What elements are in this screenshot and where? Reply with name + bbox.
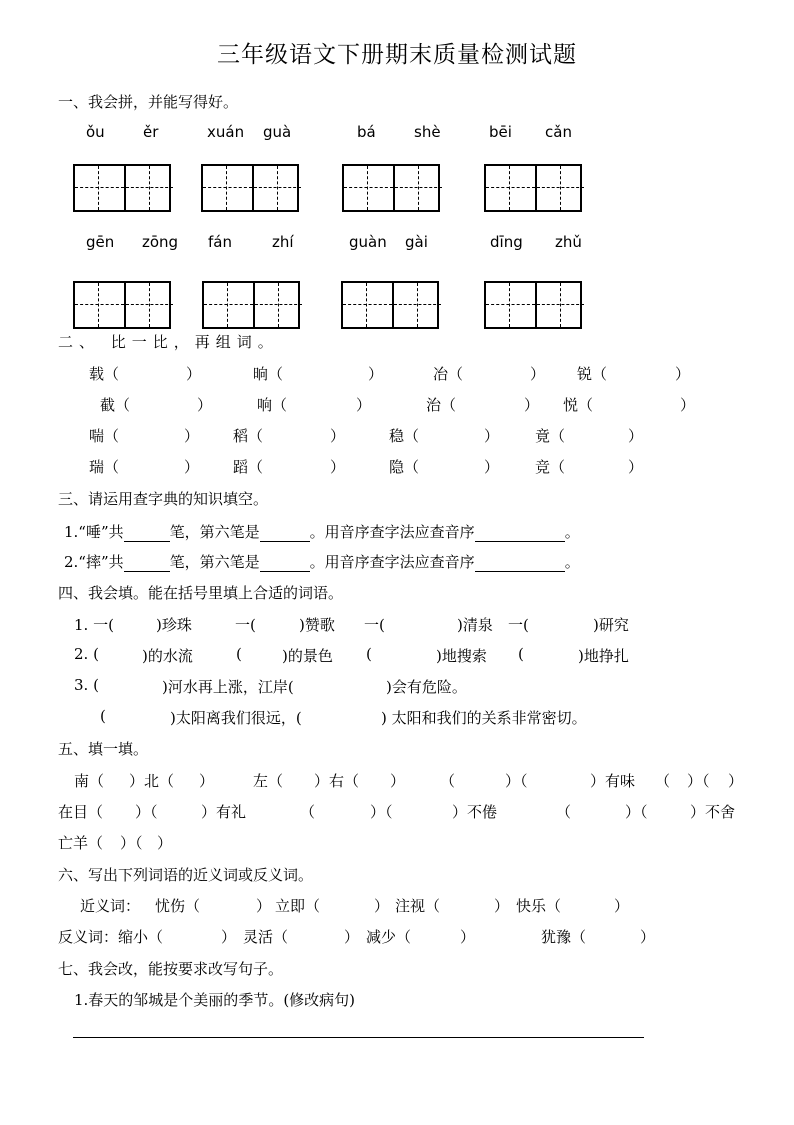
word-paren: ） [184,458,200,476]
fill-text: ( [100,707,106,725]
idiom-text: 南（ [74,772,105,790]
word-paren: ） [184,427,200,445]
writing-grid[interactable] [73,281,171,329]
word-paren: ） [197,396,213,414]
fill-text: )地挣扎 [578,647,629,665]
question-text: 1.“唾”共 [64,523,124,541]
idiom-text: ） [390,772,406,790]
word-char: 隐（ [389,458,420,476]
writing-grid[interactable] [484,281,582,329]
fill-text: 一( [508,616,529,634]
writing-grid[interactable] [202,281,300,329]
idiom-text: ） [728,772,744,790]
word-char: 稻（ [233,427,264,445]
pinyin: zhǔ [555,233,582,251]
antonym-text: ） [460,928,476,946]
idiom-text: 亡羊（ [58,834,104,852]
fill-text: )研究 [593,616,629,634]
fill-text: )会有危险。 [386,678,467,696]
pinyin: cǎn [545,123,572,141]
antonym-text: 减少（ [366,928,412,946]
fill-text: 2. ( [74,645,99,663]
fill-text: )河水再上涨，江岸( [162,678,294,696]
antonym-text: 灵活（ [243,928,289,946]
idiom-text: ） [157,834,173,852]
idiom-text: （ [556,803,572,821]
section-5-heading: 五、填一填。 [58,740,149,758]
writing-grid[interactable] [201,164,299,212]
fill-text: )清泉 [457,616,493,634]
idiom-text: （ [440,772,456,790]
synonym-text: 注视（ [395,897,441,915]
answer-blank[interactable] [124,553,170,572]
fill-text: 3. ( [74,676,99,694]
answer-blank[interactable] [475,523,565,542]
synonym-text: ） [256,897,272,915]
section-6-heading: 六、写出下列词语的近义词或反义词。 [58,866,314,884]
fill-text: ( [518,645,524,663]
antonym-text: ） [221,928,237,946]
section-3-heading: 三、请运用查字典的知识填空。 [58,490,269,508]
word-char: 稳（ [389,427,420,445]
synonym-text: 快乐（ [516,897,562,915]
question-text: 。用音序查字法应查音序 [309,553,475,571]
section-1-heading: 一、我会拼，并能写得好。 [58,93,239,111]
idiom-text: 左（ [253,772,284,790]
answer-blank[interactable] [475,553,565,572]
pinyin: ěr [143,123,159,141]
pinyin: guà [263,123,292,141]
dictionary-question-2 [64,551,580,572]
idiom-text: ）不舍 [690,803,736,821]
fill-text: ( [236,645,242,663]
question-text: 。用音序查字法应查音序 [309,523,475,541]
word-char: 晌（ [253,365,284,383]
question-text: 笔，第六笔是 [169,523,260,541]
fill-text: )的水流 [142,647,193,665]
word-paren: ） [484,458,500,476]
word-char: 悦（ [563,396,594,414]
pinyin: zhí [272,233,294,251]
synonym-label: 近义词： [80,897,141,915]
pinyin: gēn [86,233,115,251]
idiom-text: ）有礼 [201,803,247,821]
synonym-text: 立即（ [275,897,321,915]
dictionary-question-1 [64,521,580,542]
idiom-text: ）（ [120,834,143,852]
question-text: 笔，第六笔是 [169,553,260,571]
writing-grid[interactable] [342,164,440,212]
idiom-text: ）（ [505,772,528,790]
word-char: 冶（ [433,365,464,383]
pinyin: dīng [490,233,523,251]
word-char: 治（ [426,396,457,414]
antonym-text: ） [640,928,656,946]
word-char: 瑞（ [89,458,120,476]
word-paren: ） [484,427,500,445]
answer-line[interactable] [73,1037,644,1038]
word-char: 响（ [257,396,288,414]
idiom-text: ）有味 [590,772,636,790]
word-char: 竞（ [535,458,566,476]
word-char: 截（ [100,396,131,414]
answer-blank[interactable] [260,523,310,542]
idiom-text: ）（ [625,803,648,821]
fill-text: )太阳离我们很远，( [170,709,302,727]
word-paren: ） [675,365,691,383]
synonym-text: ） [494,897,510,915]
word-paren: ） [680,396,696,414]
idiom-text: ）（ [370,803,393,821]
pinyin: gài [405,233,428,251]
word-paren: ） [330,458,346,476]
word-paren: ） [356,396,372,414]
synonym-text: 忧伤（ [155,897,201,915]
pinyin: fán [208,233,232,251]
word-paren: ） [186,365,202,383]
pinyin: zōng [142,233,179,251]
idiom-text: （ [300,803,316,821]
rewrite-question-1: 1.春天的邹城是个美丽的季节。(修改病句) [74,991,356,1009]
synonym-text: ） [614,897,630,915]
word-paren: ） [530,365,546,383]
fill-text: ( [366,645,372,663]
word-paren: ） [368,365,384,383]
fill-text: )珍珠 [156,616,192,634]
fill-text: )的景色 [282,647,333,665]
idiom-text: ） [199,772,215,790]
answer-blank[interactable] [260,553,310,572]
antonym-text: 反义词：缩小（ [58,928,164,946]
word-char: 载（ [89,365,120,383]
pinyin: bēi [489,123,512,141]
word-paren: ） [628,427,644,445]
pinyin: ǒu [86,123,105,141]
idiom-text: ）右（ [314,772,360,790]
word-paren: ） [628,458,644,476]
section-4-heading: 四、我会填。能在括号里填上合适的词语。 [58,584,344,602]
idiom-text: 在目（ [58,803,104,821]
word-char: 喘（ [89,427,120,445]
section-7-heading: 七、我会改，能按要求改写句子。 [58,960,284,978]
fill-text: ) 太阳和我们的关系非常密切。 [381,709,587,727]
answer-blank[interactable] [124,523,170,542]
idiom-text: （ [655,772,671,790]
fill-text: 一( [235,616,256,634]
pinyin: bá [357,123,376,141]
question-text: 。 [564,553,580,571]
word-char: 锐（ [577,365,608,383]
page-title: 三年级语文下册期末质量检测试题 [217,42,577,68]
writing-grid[interactable] [341,281,439,329]
section-2-heading: 二、 比一比，再组词。 [58,333,279,351]
word-char: 蹈（ [233,458,264,476]
fill-text: 一( [364,616,385,634]
idiom-text: ）北（ [129,772,175,790]
question-text: 。 [564,523,580,541]
pinyin: xuán [207,123,245,141]
antonym-text: 犹豫（ [541,928,587,946]
idiom-text: ）不倦 [452,803,498,821]
word-paren: ） [330,427,346,445]
fill-text: )赞歌 [299,616,335,634]
pinyin: guàn [349,233,387,251]
fill-text: )地搜索 [436,647,487,665]
writing-grid[interactable] [484,164,582,212]
antonym-text: ） [344,928,360,946]
synonym-text: ） [374,897,390,915]
fill-text: 1. 一( [74,616,114,634]
question-text: 2.“摔”共 [64,553,124,571]
idiom-text: ）（ [135,803,158,821]
word-paren: ） [524,396,540,414]
writing-grid[interactable] [73,164,171,212]
word-char: 竟（ [535,427,566,445]
idiom-text: ）（ [687,772,710,790]
pinyin: shè [414,123,441,141]
